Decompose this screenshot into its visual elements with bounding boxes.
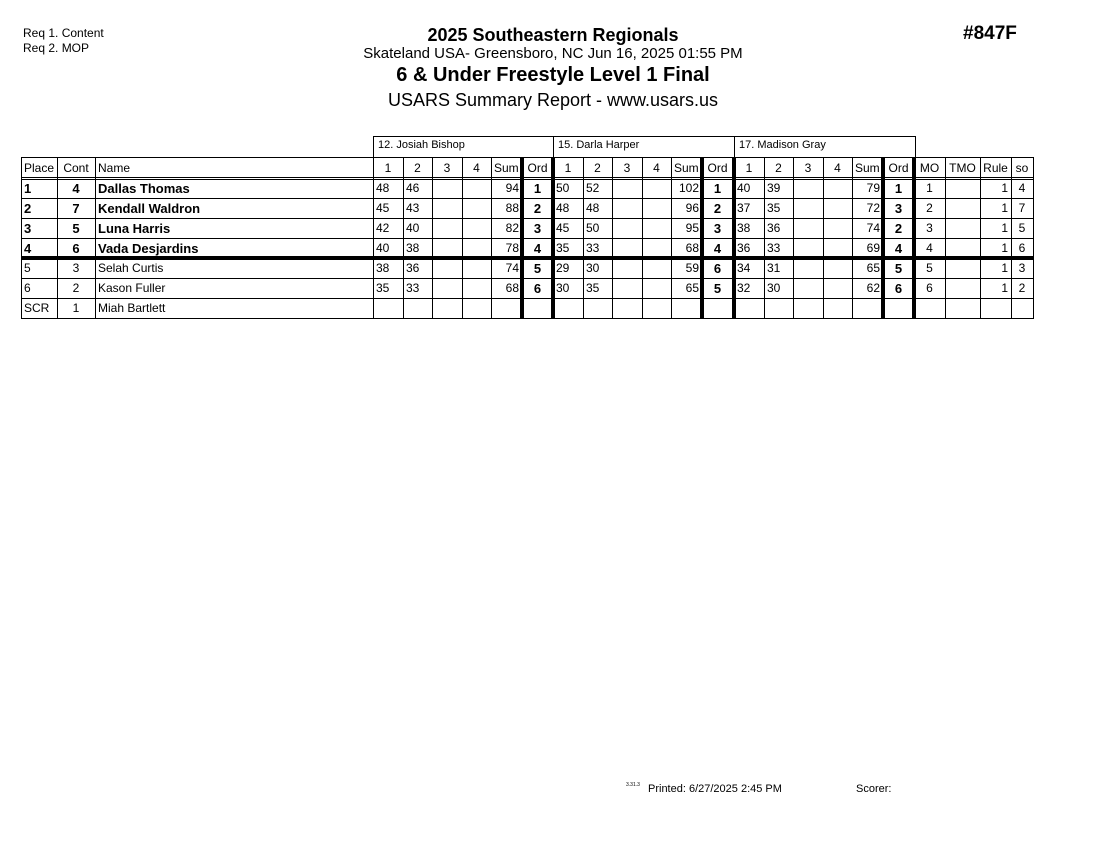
cell-tmo	[945, 219, 980, 238]
score-judge3-2: 36	[767, 221, 781, 235]
cell-place: 6	[24, 281, 31, 295]
printed-timestamp: Printed: 6/27/2025 2:45 PM	[648, 783, 782, 795]
score-judge1-4	[462, 299, 491, 318]
score-judge2-sum	[671, 299, 702, 318]
cell-place: 4	[24, 241, 32, 256]
score-judge1-sum: 68	[505, 281, 519, 295]
division-title: 6 & Under Freestyle Level 1 Final	[396, 64, 710, 86]
column-header-rule: Rule	[983, 161, 1008, 175]
score-judge1-1: 42	[376, 221, 390, 235]
score-judge1-sum: 74	[505, 261, 519, 275]
score-judge1-4	[462, 199, 491, 218]
cell-so: 6	[1018, 241, 1026, 255]
score-judge3-4	[823, 199, 852, 218]
grid-line	[700, 158, 704, 319]
score-judge3-4	[823, 259, 852, 278]
column-header-judge3-sum: Sum	[855, 161, 880, 175]
cell-rule: 1	[1001, 241, 1008, 255]
score-judge3-sum: 62	[866, 281, 880, 295]
skater-name: Kendall Waldron	[98, 201, 201, 216]
cell-so	[1011, 299, 1033, 318]
score-judge1-1: 35	[376, 281, 390, 295]
grid-line	[671, 158, 672, 319]
column-header-judge1-1: 1	[384, 161, 392, 175]
score-judge3-2: 31	[767, 261, 781, 275]
column-header-cont: Cont	[63, 161, 89, 175]
score-judge3-sum	[852, 299, 883, 318]
score-judge1-3	[432, 179, 462, 198]
score-judge2-3	[612, 299, 642, 318]
score-judge3-3	[793, 219, 823, 238]
score-judge2-sum: 95	[685, 221, 699, 235]
cell-mo: 5	[926, 261, 933, 275]
score-judge2-1: 45	[556, 221, 570, 235]
score-judge1-ord: 5	[533, 261, 542, 276]
score-judge3-ord: 1	[894, 181, 903, 196]
score-judge1-ord	[522, 299, 553, 318]
skater-name: Miah Bartlett	[98, 301, 166, 315]
score-judge3-3	[793, 299, 823, 318]
column-header-judge1-3: 3	[443, 161, 451, 175]
score-judge3-1: 36	[737, 241, 751, 255]
grid-line	[373, 157, 914, 158]
score-judge3-ord: 2	[894, 221, 903, 236]
score-judge2-2: 35	[586, 281, 600, 295]
column-header-judge1-sum: Sum	[494, 161, 519, 175]
grid-line	[1033, 157, 1034, 319]
grid-line	[980, 157, 981, 319]
score-judge3-1: 38	[737, 221, 751, 235]
score-judge2-4	[642, 299, 671, 318]
score-judge3-sum: 79	[866, 181, 880, 195]
score-judge2-1	[553, 299, 583, 318]
cell-place: 1	[24, 181, 32, 196]
grid-line	[764, 158, 765, 319]
grid-line	[57, 157, 58, 319]
score-judge3-4	[823, 279, 852, 298]
score-judge2-sum: 102	[678, 181, 699, 195]
cell-rule: 1	[1001, 281, 1008, 295]
grid-line	[912, 158, 916, 319]
cell-cont: 7	[72, 201, 80, 216]
grid-line	[583, 158, 584, 319]
score-judge1-2: 33	[406, 281, 420, 295]
score-judge3-4	[823, 179, 852, 198]
cell-place: 5	[24, 261, 31, 275]
cell-mo: 2	[926, 201, 933, 215]
score-judge1-3	[432, 199, 462, 218]
score-judge3-1: 34	[737, 261, 751, 275]
cell-mo: 3	[926, 221, 933, 235]
score-judge3-4	[823, 219, 852, 238]
score-judge2-2: 52	[586, 181, 600, 195]
score-judge3-3	[793, 179, 823, 198]
grid-line	[403, 158, 404, 319]
score-judge1-2: 43	[406, 201, 420, 215]
report-title: USARS Summary Report - www.usars.us	[387, 90, 719, 110]
cell-mo	[914, 299, 945, 318]
cell-cont: 3	[72, 261, 80, 275]
cell-cont: 2	[72, 281, 80, 295]
venue-datetime: Skateland USA- Greensboro, NC Jun 16, 2025 01:55 PM	[363, 45, 743, 62]
cell-cont: 6	[72, 241, 80, 256]
grid-line	[732, 158, 736, 319]
cell-rule: 1	[1001, 261, 1008, 275]
score-judge3-ord: 3	[894, 201, 903, 216]
sheet-id: #847F	[963, 23, 1017, 44]
score-judge1-3	[432, 299, 462, 318]
judge-header-1: 12. Josiah Bishop	[373, 136, 554, 158]
judge-header-2: 15. Darla Harper	[553, 136, 735, 158]
column-header-judge3-1: 1	[745, 161, 753, 175]
score-judge1-sum	[491, 299, 522, 318]
scorer-label: Scorer:	[856, 783, 892, 795]
score-judge2-ord: 4	[713, 241, 722, 256]
cell-mo: 1	[926, 181, 933, 195]
score-judge3-sum: 69	[866, 241, 880, 255]
cell-so: 5	[1018, 221, 1026, 235]
score-judge1-ord: 2	[533, 201, 542, 216]
cell-rule: 1	[1001, 201, 1008, 215]
score-judge3-2	[764, 299, 793, 318]
score-judge1-ord: 3	[533, 221, 542, 236]
cell-cont: 4	[72, 181, 80, 196]
score-judge2-sum: 68	[685, 241, 699, 255]
score-judge1-1	[373, 299, 403, 318]
column-header-judge1-2: 2	[414, 161, 421, 175]
cell-so: 3	[1018, 261, 1026, 275]
cell-mo: 6	[926, 281, 933, 295]
score-judge1-1: 38	[376, 261, 390, 275]
score-judge1-1: 48	[376, 181, 390, 195]
score-judge2-2: 33	[586, 241, 600, 255]
score-judge1-sum: 94	[505, 181, 519, 195]
score-judge3-1	[734, 299, 764, 318]
column-header-judge2-4: 4	[653, 161, 660, 175]
column-header-judge3-2: 2	[775, 161, 782, 175]
cell-tmo	[945, 199, 980, 218]
score-judge3-ord: 4	[894, 241, 903, 256]
column-header-judge3-4: 4	[834, 161, 841, 175]
event-title: 2025 Southeastern Regionals	[427, 25, 679, 45]
score-judge3-2: 39	[767, 181, 781, 195]
score-judge3-3	[793, 259, 823, 278]
score-judge3-2: 30	[767, 281, 781, 295]
score-judge1-1: 45	[376, 201, 390, 215]
score-judge2-4	[642, 179, 671, 198]
column-header-judge3-ord: Ord	[888, 161, 909, 175]
column-header-judge2-3: 3	[623, 161, 631, 175]
score-judge2-3	[612, 219, 642, 238]
score-judge3-2: 35	[767, 201, 781, 215]
score-judge2-2: 48	[586, 201, 600, 215]
score-judge3-1: 37	[737, 201, 751, 215]
column-header-judge2-ord: Ord	[707, 161, 728, 175]
column-header-name: Name	[98, 161, 131, 175]
column-header-judge2-2: 2	[594, 161, 601, 175]
cell-mo: 4	[926, 241, 933, 255]
score-judge3-1: 40	[737, 181, 751, 195]
score-judge2-3	[612, 199, 642, 218]
score-judge1-3	[432, 219, 462, 238]
score-judge3-3	[793, 199, 823, 218]
score-judge1-ord: 6	[533, 281, 542, 296]
grid-line	[612, 158, 613, 319]
score-judge1-2: 46	[406, 181, 420, 195]
grid-line	[462, 158, 463, 319]
grid-line	[914, 157, 1033, 158]
requirement-2: Req 2. MOP	[23, 41, 90, 55]
grid-line	[1011, 157, 1012, 319]
score-judge3-ord	[883, 299, 914, 318]
score-judge2-4	[642, 279, 671, 298]
score-judge3-sum: 74	[866, 221, 880, 235]
cell-place: 2	[24, 201, 32, 216]
score-judge2-ord: 2	[713, 201, 722, 216]
column-header-tmo: TMO	[949, 161, 976, 175]
requirement-1: Req 1. Content	[23, 26, 104, 40]
score-judge2-2: 50	[586, 221, 600, 235]
column-header-mo: MO	[919, 161, 940, 175]
score-judge1-sum: 82	[505, 221, 519, 235]
score-judge1-2: 38	[406, 241, 420, 255]
column-header-judge2-1: 1	[564, 161, 572, 175]
score-judge2-3	[612, 259, 642, 278]
score-judge1-3	[432, 279, 462, 298]
score-judge1-4	[462, 179, 491, 198]
score-judge2-1: 29	[556, 261, 570, 275]
score-judge2-ord: 1	[713, 181, 722, 196]
score-judge3-2: 33	[767, 241, 781, 255]
grid-line	[793, 158, 794, 319]
column-header-judge1-4: 4	[473, 161, 480, 175]
judge-header-3: 17. Madison Gray	[734, 136, 916, 158]
grid-line	[21, 157, 373, 158]
score-judge3-1: 32	[737, 281, 751, 295]
score-judge3-ord: 5	[894, 261, 903, 276]
score-judge2-1: 30	[556, 281, 570, 295]
score-judge2-ord: 3	[713, 221, 722, 236]
column-header-place: Place	[24, 161, 55, 175]
software-version: 3.31.3	[626, 782, 640, 788]
score-judge2-ord: 5	[713, 281, 722, 296]
score-judge2-1: 48	[556, 201, 570, 215]
cell-so: 4	[1018, 181, 1026, 195]
score-judge3-4	[823, 299, 852, 318]
cell-rule	[980, 299, 1011, 318]
column-header-judge2-sum: Sum	[674, 161, 699, 175]
cell-so: 7	[1018, 201, 1026, 215]
score-judge1-2: 36	[406, 261, 420, 275]
cell-cont: 1	[72, 301, 80, 315]
score-judge3-sum: 65	[866, 261, 880, 275]
score-judge1-4	[462, 259, 491, 278]
grid-line	[491, 158, 492, 319]
score-judge2-4	[642, 219, 671, 238]
grid-line	[881, 158, 885, 319]
score-judge2-2	[583, 299, 612, 318]
score-judge1-3	[432, 259, 462, 278]
score-judge2-ord	[702, 299, 733, 318]
score-judge3-ord: 6	[894, 281, 903, 296]
cell-cont: 5	[72, 221, 80, 236]
grid-line	[852, 158, 853, 319]
cell-tmo	[945, 279, 980, 298]
grid-line	[95, 157, 96, 319]
score-judge2-sum: 59	[685, 261, 699, 275]
score-judge2-2: 30	[586, 261, 600, 275]
skater-name: Luna Harris	[98, 221, 171, 236]
cell-place: 3	[24, 221, 32, 236]
score-judge1-4	[462, 219, 491, 238]
cell-tmo	[945, 259, 980, 278]
grid-line	[551, 158, 555, 319]
column-header-so: so	[1015, 161, 1029, 175]
grid-line	[432, 158, 433, 319]
column-header-judge3-3: 3	[804, 161, 812, 175]
score-judge1-1: 40	[376, 241, 390, 255]
grid-line	[21, 157, 22, 319]
skater-name: Vada Desjardins	[98, 241, 199, 256]
cell-rule: 1	[1001, 181, 1008, 195]
column-header-judge1-ord: Ord	[527, 161, 548, 175]
cell-rule: 1	[1001, 221, 1008, 235]
score-judge2-1: 50	[556, 181, 570, 195]
score-judge1-sum: 88	[505, 201, 519, 215]
cell-tmo	[945, 179, 980, 198]
grid-line	[642, 158, 643, 319]
grid-line	[520, 158, 524, 319]
score-judge1-ord: 1	[533, 181, 542, 196]
score-judge3-sum: 72	[866, 201, 880, 215]
skater-name: Dallas Thomas	[98, 181, 190, 196]
score-judge2-ord: 6	[713, 261, 722, 276]
score-judge2-3	[612, 279, 642, 298]
score-judge1-2	[403, 299, 432, 318]
score-judge1-2: 40	[406, 221, 420, 235]
grid-line	[373, 157, 374, 319]
score-judge2-4	[642, 259, 671, 278]
score-judge2-sum: 96	[685, 201, 699, 215]
score-judge3-3	[793, 279, 823, 298]
grid-line	[823, 158, 824, 319]
score-judge2-4	[642, 199, 671, 218]
score-judge1-ord: 4	[533, 241, 542, 256]
grid-line	[945, 157, 946, 319]
score-judge1-sum: 78	[505, 241, 519, 255]
score-judge2-3	[612, 179, 642, 198]
skater-name: Kason Fuller	[98, 281, 166, 295]
score-judge2-sum: 65	[685, 281, 699, 295]
cell-so: 2	[1018, 281, 1026, 295]
cell-place: SCR	[24, 301, 50, 315]
cell-tmo	[945, 299, 980, 318]
skater-name: Selah Curtis	[98, 261, 164, 275]
score-judge1-4	[462, 279, 491, 298]
score-judge2-1: 35	[556, 241, 570, 255]
